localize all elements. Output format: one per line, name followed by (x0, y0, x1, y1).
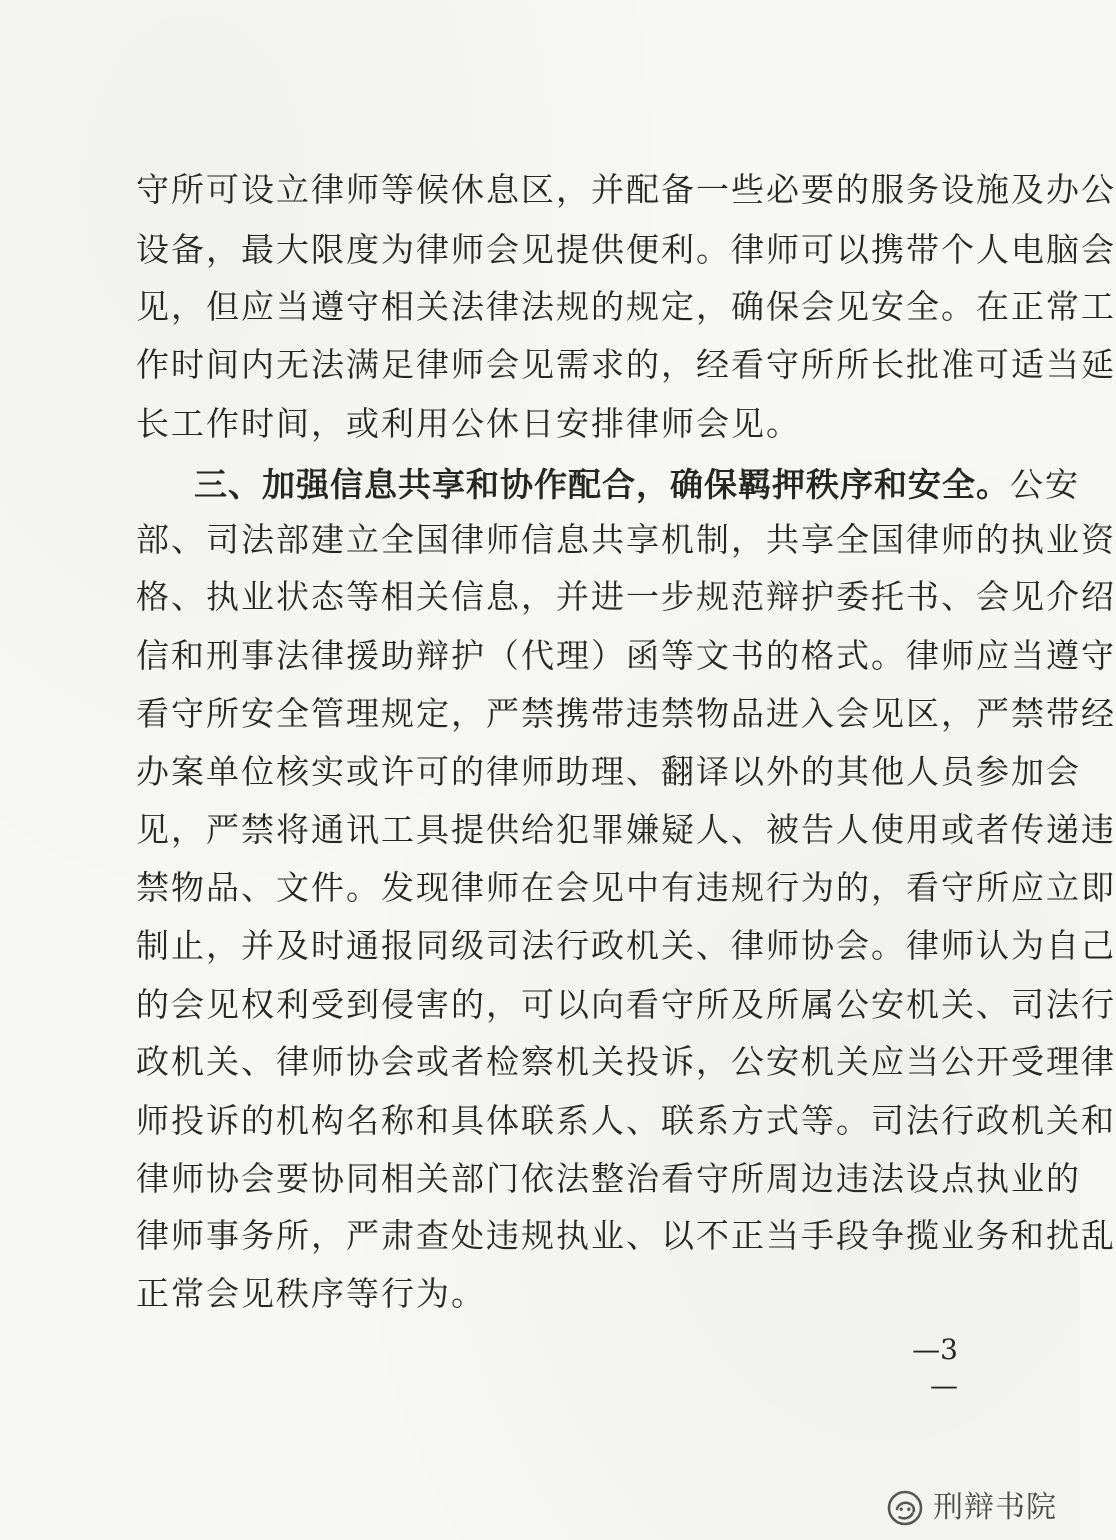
body-line: 政机关、律师协会或者检察机关投诉，公安机关应当公开受理律 (136, 1042, 1116, 1081)
body-line: 师投诉的机构名称和具体联系人、联系方式等。司法行政机关和 (136, 1101, 1116, 1140)
body-line: 禁物品、文件。发现律师在会见中有违规行为的，看守所应立即 (136, 868, 1116, 907)
body-line: 作时间内无法满足律师会见需求的，经看守所所长批准可适当延 (136, 345, 1116, 384)
body-line: 见，但应当遵守相关法律法规的规定，确保会见安全。在正常工 (136, 287, 1116, 326)
body-line: 正常会见秩序等行为。 (136, 1274, 486, 1313)
section-three-lead: 公安 (1010, 465, 1080, 504)
body-line: 律师事务所，严肃查处违规执业、以不正当手段争揽业务和扰乱 (136, 1216, 1116, 1255)
body-line: 部、司法部建立全国律师信息共享机制，共享全国律师的执业资 (136, 520, 1116, 559)
body-line: 见，严禁将通讯工具提供给犯罪嫌疑人、被告人使用或者传递违 (136, 810, 1116, 849)
body-line: 信和刑事法律援助辩护（代理）函等文书的格式。律师应当遵守 (136, 636, 1116, 675)
body-line: 长工作时间，或利用公休日安排律师会见。 (136, 404, 801, 443)
section-three-first-line (194, 465, 1080, 505)
body-line: 的会见权利受到侵害的，可以向看守所及所属公安机关、司法行 (136, 985, 1116, 1024)
body-line: 律师协会要协同相关部门依法整治看守所周边违法设点执业的 (136, 1159, 1081, 1198)
section-three-heading: 三、加强信息共享和协作配合，确保羁押秩序和安全。 (194, 465, 1010, 504)
body-line: 格、执业状态等相关信息，并进一步规范辩护委托书、会见介绍 (136, 577, 1116, 616)
body-line: 制止，并及时通报同级司法行政机关、律师协会。律师认为自己 (136, 926, 1116, 965)
body-line: 办案单位核实或许可的律师助理、翻译以外的其他人员参加会 (136, 752, 1081, 791)
watermark-text: 刑辩书院 (933, 1490, 1057, 1525)
page-number: —3— (912, 1333, 958, 1402)
wechat-official-account-icon (885, 1488, 925, 1528)
watermark (885, 1484, 1075, 1532)
body-line: 守所可设立律师等候休息区，并配备一些必要的服务设施及办公 (136, 170, 1116, 209)
body-line: 设备，最大限度为律师会见提供便利。律师可以携带个人电脑会 (136, 230, 1116, 269)
body-line: 看守所安全管理规定，严禁携带违禁物品进入会见区，严禁带经 (136, 694, 1116, 733)
